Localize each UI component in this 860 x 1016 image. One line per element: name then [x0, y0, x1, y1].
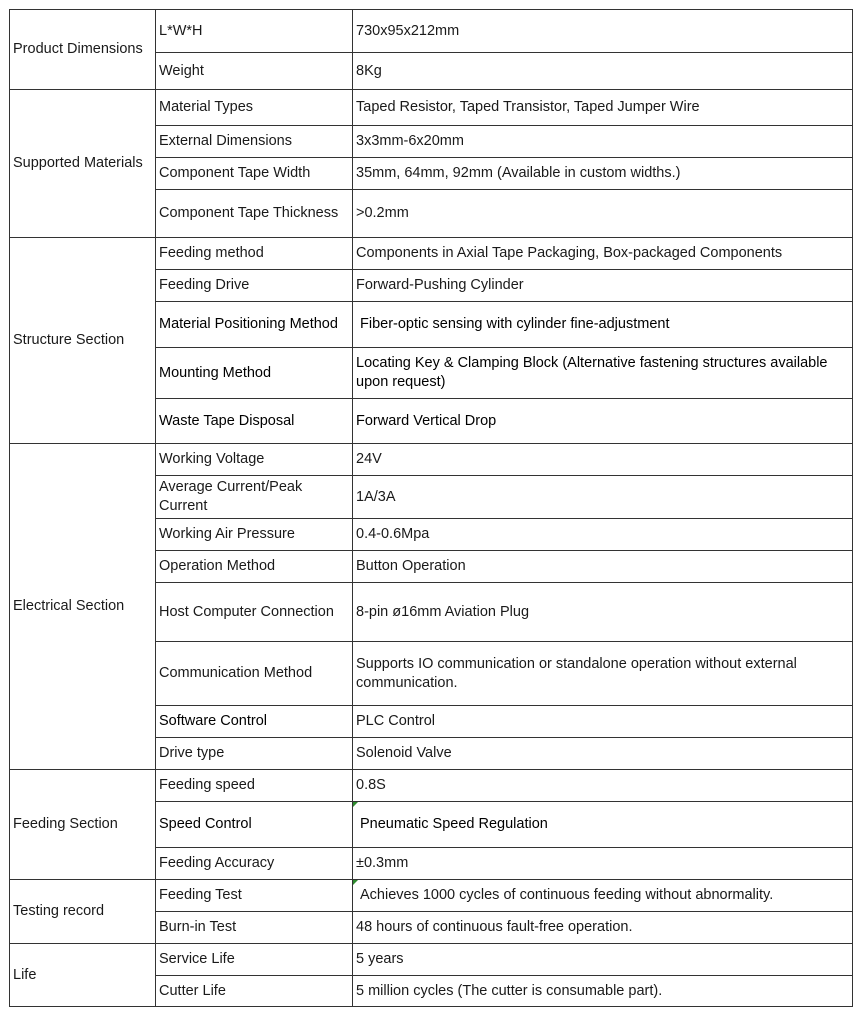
spec-label: Feeding speed [156, 770, 353, 802]
table-row [10, 880, 853, 912]
spec-value: Fiber-optic sensing with cylinder fine-adjustment [353, 302, 853, 348]
spec-value: Components in Axial Tape Packaging, Box-packaged Components [353, 238, 853, 270]
spec-label: Weight [156, 53, 353, 90]
spec-value: 8Kg [353, 53, 853, 90]
spec-value: Forward-Pushing Cylinder [353, 270, 853, 302]
spec-value: Forward Vertical Drop [353, 399, 853, 444]
spec-label: Material Positioning Method [156, 302, 353, 348]
spec-label: Waste Tape Disposal [156, 399, 353, 444]
spec-label: Feeding Drive [156, 270, 353, 302]
spec-value: Supports IO communication or standalone operation without external communication. [353, 642, 853, 706]
spec-label: Software Control [156, 706, 353, 738]
section-label: Testing record [10, 880, 156, 944]
spec-label: Feeding method [156, 238, 353, 270]
spec-label: Feeding Accuracy [156, 848, 353, 880]
table-row [10, 444, 853, 476]
spec-label: Component Tape Thickness [156, 190, 353, 238]
section-label: Supported Materials [10, 90, 156, 238]
table-row [10, 90, 853, 126]
spec-value: 0.4-0.6Mpa [353, 519, 853, 551]
spec-value: 5 million cycles (The cutter is consumable part). [353, 976, 853, 1007]
spec-value: Pneumatic Speed Regulation [353, 802, 853, 848]
spec-label: Feeding Test [156, 880, 353, 912]
spec-value: Solenoid Valve [353, 738, 853, 770]
spec-value: 730x95x212mm [353, 10, 853, 53]
spec-label: L*W*H [156, 10, 353, 53]
spec-value: Button Operation [353, 551, 853, 583]
spec-label: Drive type [156, 738, 353, 770]
spec-value: Locating Key & Clamping Block (Alternative fastening structures available upon request) [353, 348, 853, 399]
spec-label: Average Current/Peak Current [156, 476, 353, 519]
spec-value: Achieves 1000 cycles of continuous feeding without abnormality. [353, 880, 853, 912]
spec-value: PLC Control [353, 706, 853, 738]
spec-value: 24V [353, 444, 853, 476]
spec-label: Speed Control [156, 802, 353, 848]
spec-label: Service Life [156, 944, 353, 976]
section-label: Product Dimensions [10, 10, 156, 90]
section-label: Electrical Section [10, 444, 156, 770]
spec-label: Material Types [156, 90, 353, 126]
spec-table [9, 9, 853, 1007]
spec-label: Component Tape Width [156, 158, 353, 190]
spec-label: External Dimensions [156, 126, 353, 158]
spec-label: Mounting Method [156, 348, 353, 399]
section-label: Life [10, 944, 156, 1007]
table-row [10, 10, 853, 53]
section-label: Structure Section [10, 238, 156, 444]
spec-label: Communication Method [156, 642, 353, 706]
spec-label: Burn-in Test [156, 912, 353, 944]
spec-value: 5 years [353, 944, 853, 976]
spec-value: Taped Resistor, Taped Transistor, Taped Jumper Wire [353, 90, 853, 126]
spec-label: Operation Method [156, 551, 353, 583]
spec-value: 3x3mm-6x20mm [353, 126, 853, 158]
spec-label: Host Computer Connection [156, 583, 353, 642]
spec-value: 0.8S [353, 770, 853, 802]
spec-label: Cutter Life [156, 976, 353, 1007]
spec-value: 1A/3A [353, 476, 853, 519]
spec-value: >0.2mm [353, 190, 853, 238]
spec-value: ±0.3mm [353, 848, 853, 880]
spec-value: 48 hours of continuous fault-free operation. [353, 912, 853, 944]
spec-label: Working Voltage [156, 444, 353, 476]
table-row [10, 238, 853, 270]
spec-value: 35mm, 64mm, 92mm (Available in custom widths.) [353, 158, 853, 190]
spec-label: Working Air Pressure [156, 519, 353, 551]
section-label: Feeding Section [10, 770, 156, 880]
table-row [10, 770, 853, 802]
table-row [10, 944, 853, 976]
spec-value: 8-pin ø16mm Aviation Plug [353, 583, 853, 642]
